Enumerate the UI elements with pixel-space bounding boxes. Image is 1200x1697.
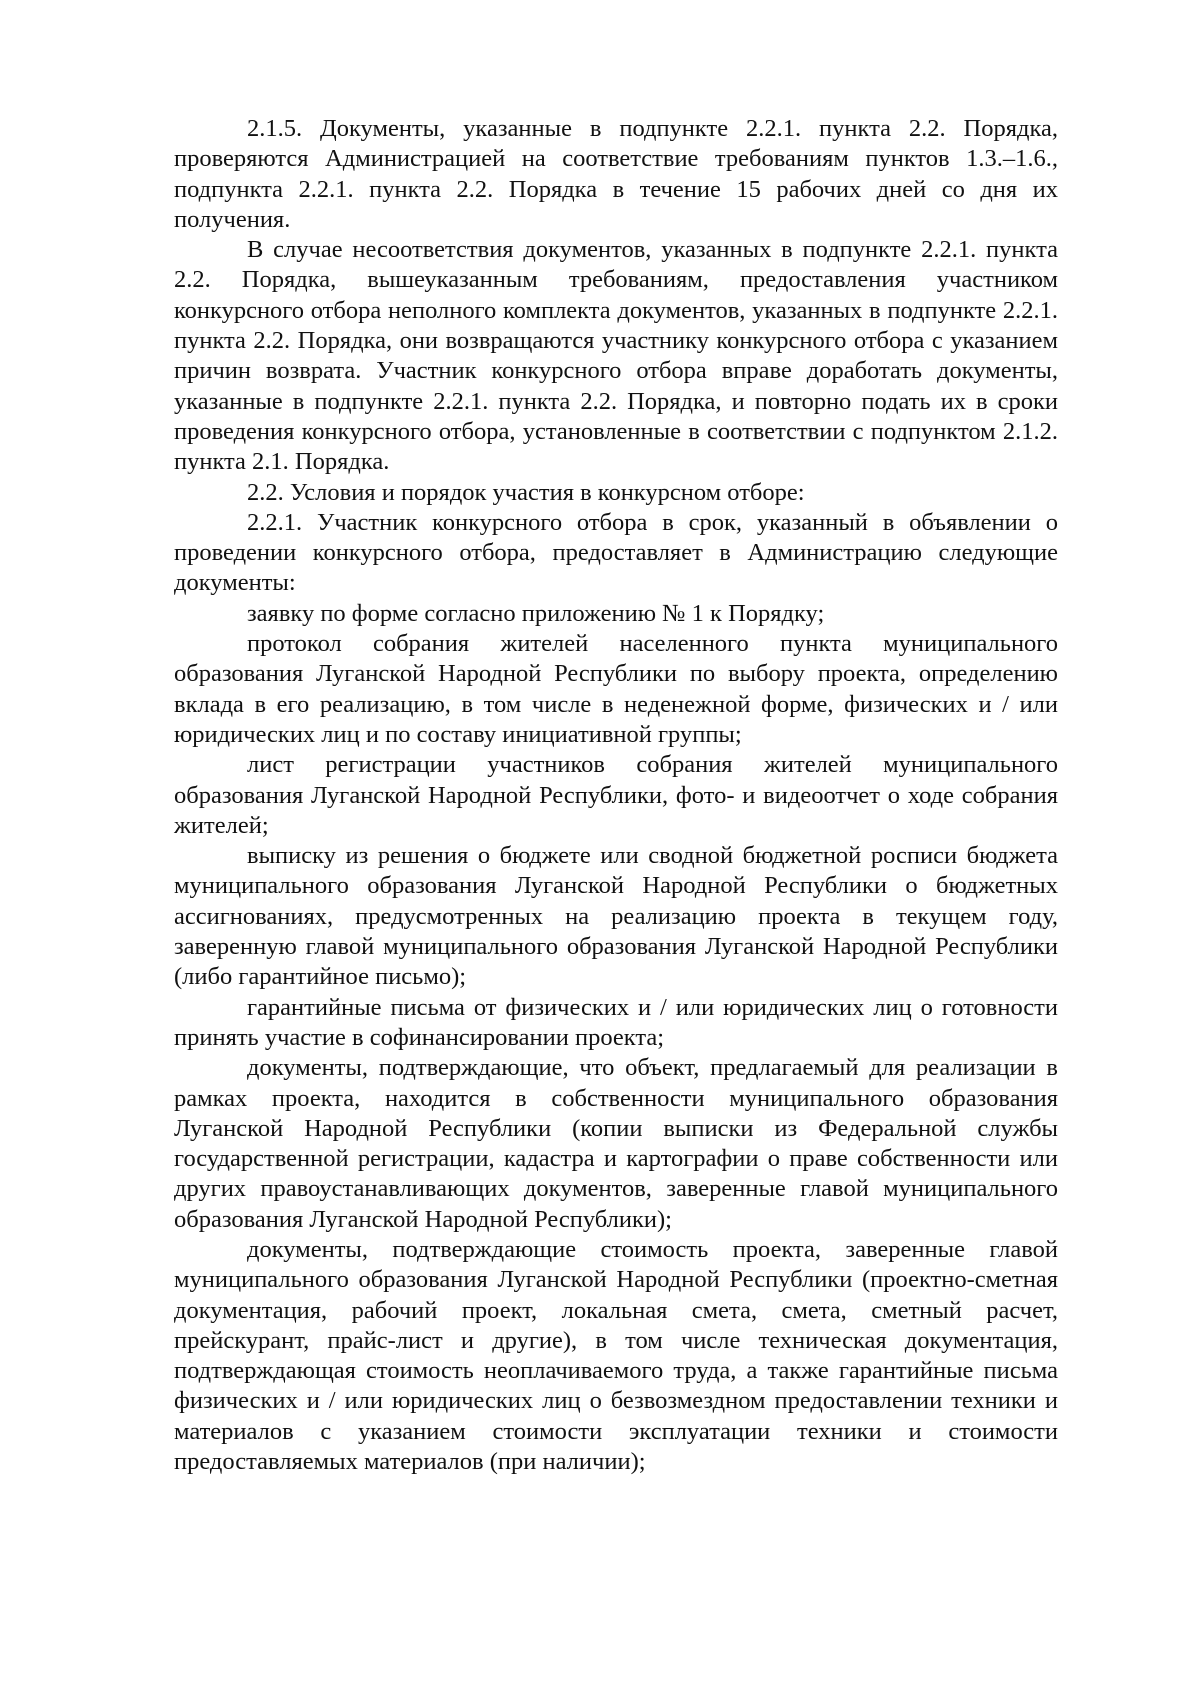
list-item-application: заявку по форме согласно приложению № 1 к Порядку;: [247, 599, 825, 627]
list-item-ownership-documents: документы, подтверждающие, что объект, предлагаемый для реализации в рамках проекта, находится в собственности муниципального образования Луганской Народной Республики (копии выписки из Федеральной службы государственной регистрации, кадастра и картографии о праве собственности или других правоустанавливающих документов, заверенные главой муниципального образования Луганской Народной Республики);: [174, 1054, 1058, 1233]
list-item-cost-documents: документы, подтверждающие стоимость проекта, заверенные главой муниципального образования Луганской Народной Республики (проектно-сметная документация, рабочий проект, локальная смета, смета, сметный расчет, прейскурант, прайс-лист и другие), в том числе техническая документация, подтверждающая стоимость неоплачиваемого труда, а также гарантийные письма физических и / или юридических лиц о безвозмездном предоставлении техники и материалов с указанием стоимости эксплуатации техники и стоимости предоставляемых материалов (при наличии);: [174, 1235, 1058, 1476]
list-item-guarantee-letters: гарантийные письма от физических и / или юридических лиц о готовности принять участие в софинансировании проекта;: [174, 993, 1058, 1051]
paragraph-noncompliance: В случае несоответствия документов, указанных в подпункте 2.2.1. пункта 2.2. Порядка, вышеуказанным требованиям, предоставления участником конкурсного отбора неполного комплекта документов, указанных в подпункте 2.2.1. пункта 2.2. Порядка, они возвращаются участнику конкурсного отбора с указанием причин возврата. Участник конкурсного отбора вправе доработать документы, указанные в подпункте 2.2.1. пункта 2.2. Порядка, и повторно подать их в сроки проведения конкурсного отбора, установленные в соответствии с подпунктом 2.1.2. пункта 2.1. Порядка.: [174, 236, 1058, 476]
list-item-registration-sheet: лист регистрации участников собрания жителей муниципального образования Луганской Народной Республики, фото- и видеоотчет о ходе собрания жителей;: [174, 751, 1058, 839]
paragraph-2-2-1: 2.2.1. Участник конкурсного отбора в срок, указанный в объявлении о проведении конкурсного отбора, предоставляет в Администрацию следующие документы:: [174, 508, 1058, 597]
list-item-budget-extract: выписку из решения о бюджете или сводной бюджетной росписи бюджета муниципального образования Луганской Народной Республики о бюджетных ассигнованиях, предусмотренных на реализацию проекта в текущем году, заверенную главой муниципального образования Луганской Народной Республики (либо гарантийное письмо);: [174, 842, 1058, 991]
paragraph-2-1-5: 2.1.5. Документы, указанные в подпункте 2.2.1. пункта 2.2. Порядка, проверяются Администрацией на соответствие требованиям пунктов 1.3.–1.6., подпункта 2.2.1. пункта 2.2. Порядка в течение 15 рабочих дней со дня их получения.: [174, 115, 1058, 233]
document-body: [174, 114, 1058, 1477]
paragraph-2-2: 2.2. Условия и порядок участия в конкурсном отборе:: [247, 478, 805, 506]
list-item-protocol: протокол собрания жителей населенного пункта муниципального образования Луганской Народной Республики по выбору проекта, определению вклада в его реализацию, в том числе в неденежной форме, физических и / или юридических лиц и по составу инициативной группы;: [174, 630, 1058, 748]
